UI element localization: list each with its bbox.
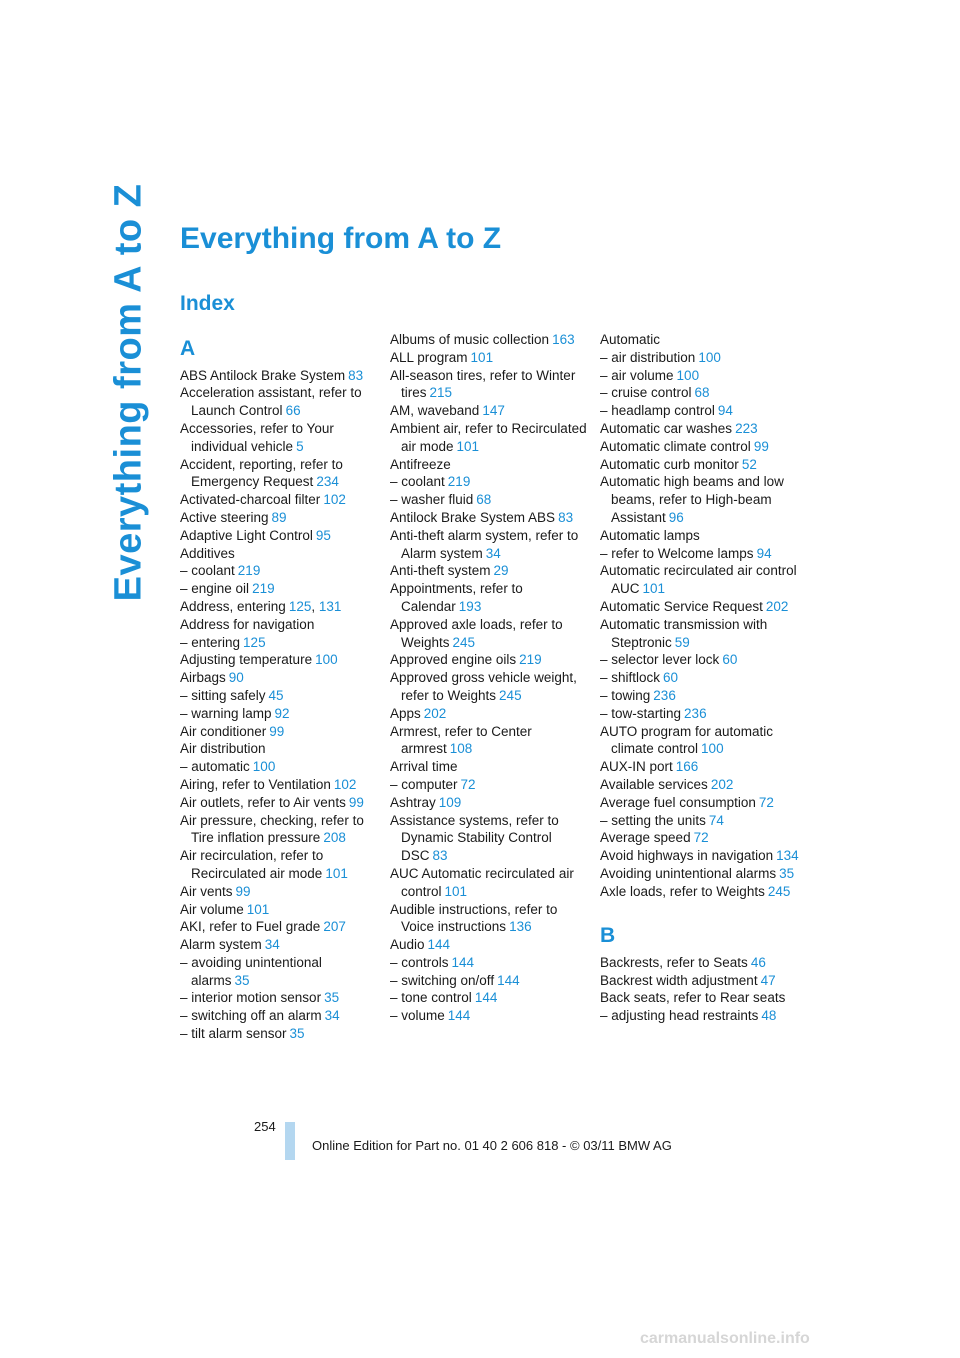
page-reference-link[interactable]: 35 bbox=[234, 972, 250, 988]
index-entry bbox=[600, 456, 800, 474]
index-entry bbox=[600, 989, 800, 1007]
page-reference-link[interactable]: 144 bbox=[447, 1008, 471, 1024]
index-entry-text: – tone control bbox=[390, 990, 472, 1006]
index-entry-text: Audio bbox=[390, 937, 425, 953]
index-entry bbox=[600, 776, 800, 794]
page-reference-link[interactable]: 96 bbox=[668, 509, 684, 525]
index-entry: Address, entering 125, 131 bbox=[180, 598, 342, 614]
footer-accent-bar bbox=[285, 1122, 295, 1160]
index-entry-text: Additives bbox=[180, 545, 235, 561]
index-entry-text: Antifreeze bbox=[390, 456, 451, 472]
index-entry-text: Acceleration assistant, refer to Launch Control bbox=[180, 385, 362, 419]
index-entry bbox=[600, 669, 800, 687]
page-title: Everything from A to Z bbox=[180, 222, 502, 255]
index-entry-text: – refer to Welcome lamps bbox=[600, 545, 754, 561]
page-reference-link[interactable]: 144 bbox=[474, 990, 498, 1006]
index-entry bbox=[390, 954, 590, 972]
index-entry-text: Audible instructions, refer to Voice instructions bbox=[390, 901, 558, 935]
index-entry-text: Adjusting temperature bbox=[180, 652, 313, 668]
index-entry bbox=[180, 491, 380, 509]
index-entry bbox=[390, 491, 590, 509]
index-entry-text: Anti-theft system bbox=[390, 563, 491, 579]
index-entry bbox=[180, 687, 380, 705]
index-entry bbox=[180, 883, 380, 901]
index-entry bbox=[180, 367, 380, 385]
index-entry-text: – shiftlock bbox=[600, 670, 661, 686]
index-entry-text: Armrest, refer to Center armrest bbox=[390, 723, 532, 757]
page-reference-link[interactable]: 29 bbox=[493, 563, 509, 579]
index-entry bbox=[600, 972, 800, 990]
index-entry-text: AM, waveband bbox=[390, 403, 480, 419]
index-entry bbox=[390, 936, 590, 954]
page-reference-link[interactable]: 234 bbox=[316, 474, 339, 490]
page-reference-link[interactable]: 35 bbox=[324, 990, 340, 1006]
page-reference-link[interactable]: 74 bbox=[708, 812, 724, 828]
page-reference-link[interactable]: 101 bbox=[642, 581, 666, 597]
index-entry bbox=[390, 794, 590, 812]
index-entry bbox=[180, 1025, 380, 1043]
index-entry bbox=[390, 776, 590, 794]
index-entry-text: – switching on/off bbox=[390, 972, 495, 988]
index-entry bbox=[180, 527, 380, 545]
page-reference-link[interactable]: 208 bbox=[323, 830, 346, 846]
index-column-1 bbox=[180, 331, 380, 1043]
page-reference-link[interactable]: 125 bbox=[288, 598, 312, 614]
index-entry bbox=[600, 865, 800, 883]
index-entry-text: – towing bbox=[600, 687, 651, 703]
index-entry-text: Ashtray bbox=[390, 794, 436, 810]
page-reference-link[interactable]: 66 bbox=[285, 403, 301, 419]
page-reference-link[interactable]: 245 bbox=[499, 687, 522, 703]
index-entry-text: – air distribution bbox=[600, 349, 696, 365]
index-entry-text: Anti-theft alarm system, refer to Alarm system bbox=[390, 527, 579, 561]
index-entry-text: Backrest width adjustment bbox=[600, 972, 758, 988]
index-entry-text: Ambient air, refer to Recirculated air mode bbox=[390, 420, 587, 454]
page-reference-link[interactable]: 207 bbox=[323, 919, 346, 935]
index-entry-text: Automatic bbox=[600, 332, 661, 347]
page-reference-link[interactable]: 100 bbox=[701, 741, 724, 757]
index-entry bbox=[600, 1007, 800, 1025]
index-entry bbox=[180, 705, 380, 723]
index-entry bbox=[390, 865, 590, 901]
index-entry bbox=[600, 527, 800, 545]
index-entry bbox=[600, 402, 800, 420]
side-tab-title-text: Everything from A to Z bbox=[107, 183, 150, 601]
index-entry-text: Air outlets, refer to Air vents bbox=[180, 794, 346, 810]
index-entry bbox=[390, 331, 590, 349]
index-entry bbox=[600, 420, 800, 438]
index-entry bbox=[180, 669, 380, 687]
index-entry-text: – tow-starting bbox=[600, 705, 682, 721]
index-entry-text: Accessories, refer to Your individual vehicle bbox=[180, 420, 334, 454]
index-entry-text: – setting the units bbox=[600, 812, 706, 828]
index-entry bbox=[390, 473, 590, 491]
index-entry bbox=[600, 812, 800, 830]
index-entry-text: Automatic curb monitor bbox=[600, 456, 739, 472]
index-entry-text: Average speed bbox=[600, 830, 691, 846]
index-entry bbox=[180, 1007, 380, 1025]
page-reference-link[interactable]: 100 bbox=[315, 652, 338, 668]
page-reference-link[interactable]: 99 bbox=[235, 883, 251, 899]
page-reference-link[interactable]: 35 bbox=[779, 865, 795, 881]
index-entry-text: Automatic car washes bbox=[600, 420, 733, 436]
index-entry-text: ABS Antilock Brake System bbox=[180, 367, 346, 383]
footer-edition-note: Online Edition for Part no. 01 40 2 606 818 - © 03/11 BMW AG bbox=[312, 1138, 672, 1153]
index-entry-text: – air volume bbox=[600, 367, 674, 383]
index-entry-text: Axle loads, refer to Weights bbox=[600, 883, 765, 899]
index-entry bbox=[390, 651, 590, 669]
index-entry-text: – switching off an alarm bbox=[180, 1008, 322, 1024]
index-entry bbox=[390, 420, 590, 456]
index-entry-text: Automatic climate control bbox=[600, 438, 751, 454]
page-reference-link[interactable]: 102 bbox=[323, 492, 346, 508]
index-entry-text: – engine oil bbox=[180, 581, 250, 597]
index-entry bbox=[180, 989, 380, 1007]
page-reference-link[interactable]: 125 bbox=[243, 634, 266, 650]
index-entry bbox=[600, 349, 800, 367]
index-entry bbox=[180, 794, 380, 812]
index-entry-text: ALL program bbox=[390, 349, 468, 365]
index-entry-text: Back seats, refer to Rear seats bbox=[600, 990, 786, 1006]
index-entry bbox=[600, 847, 800, 865]
index-entry-text: Air distribution bbox=[180, 741, 266, 757]
index-entry-text: – controls bbox=[390, 954, 449, 970]
page-reference-link[interactable]: 219 bbox=[519, 652, 542, 668]
page-reference-link[interactable]: 202 bbox=[765, 598, 789, 614]
page-reference-link[interactable]: 5 bbox=[296, 438, 304, 454]
index-entry bbox=[390, 562, 590, 580]
page-reference-link[interactable]: 100 bbox=[676, 367, 700, 383]
index-entry bbox=[390, 349, 590, 367]
index-entry-text: Approved engine oils bbox=[390, 652, 517, 668]
page-reference-link[interactable]: 94 bbox=[756, 545, 772, 561]
page-reference-link[interactable]: 34 bbox=[485, 545, 501, 561]
index-entry-text: Air conditioner bbox=[180, 723, 267, 739]
page-reference-link[interactable]: 101 bbox=[325, 865, 348, 881]
index-entry bbox=[600, 384, 800, 402]
index-entry-text: Automatic lamps bbox=[600, 527, 700, 543]
page-reference-link[interactable]: 215 bbox=[429, 385, 453, 401]
page-reference-link[interactable]: 202 bbox=[710, 776, 734, 792]
index-entry-text: Appointments, refer to Calendar bbox=[390, 581, 523, 614]
index-entry-text: – coolant bbox=[390, 474, 445, 490]
index-entry-text: Automatic Service Request bbox=[600, 598, 763, 614]
index-entry bbox=[600, 758, 800, 776]
page-reference-link[interactable]: 102 bbox=[333, 776, 357, 792]
index-entry-text: – entering bbox=[180, 634, 241, 650]
page-reference-link[interactable]: 245 bbox=[767, 883, 791, 899]
page-reference-link[interactable]: 83 bbox=[348, 367, 364, 383]
index-entry bbox=[180, 723, 380, 741]
index-entry-text: – warning lamp bbox=[180, 705, 272, 721]
index-entry-text: Apps bbox=[390, 705, 421, 721]
index-entry bbox=[180, 420, 380, 456]
index-entry bbox=[390, 812, 590, 865]
index-entry-text: Adaptive Light Control bbox=[180, 527, 313, 543]
index-entry-text: Air volume bbox=[180, 901, 244, 917]
index-entry-text: Arrival time bbox=[390, 759, 458, 775]
index-entry bbox=[180, 776, 380, 794]
index-entry-text: Approved gross vehicle weight, refer to Weights bbox=[390, 670, 577, 703]
index-entry-text: Airing, refer to Ventilation bbox=[180, 776, 331, 792]
index-entry bbox=[390, 723, 590, 759]
index-entry bbox=[390, 758, 590, 776]
index-entry-text: Backrests, refer to Seats bbox=[600, 954, 748, 970]
index-entry-text: Air vents bbox=[180, 883, 233, 899]
index-entry-text: – washer fluid bbox=[390, 492, 474, 508]
index-entry-text: – interior motion sensor bbox=[180, 990, 322, 1006]
index-entry bbox=[390, 972, 590, 990]
index-entry bbox=[390, 456, 590, 474]
page-reference-link[interactable]: 236 bbox=[684, 705, 707, 721]
index-entry bbox=[180, 562, 380, 580]
index-entry bbox=[600, 883, 800, 901]
page-number: 254 bbox=[254, 1119, 276, 1134]
page-reference-link[interactable]: 46 bbox=[750, 954, 766, 970]
index-entry-text: Avoid highways in navigation bbox=[600, 848, 774, 864]
index-entry-text: – automatic bbox=[180, 759, 250, 775]
page-reference-link[interactable]: 60 bbox=[663, 670, 679, 686]
page-reference-link[interactable]: 236 bbox=[653, 687, 676, 703]
index-entry-text: Air recirculation, refer to Recirculated air mode bbox=[180, 848, 324, 881]
index-entry-text: Automatic transmission with Steptronic bbox=[600, 616, 768, 650]
index-entry bbox=[180, 936, 380, 954]
index-entry-text: Address, entering bbox=[180, 598, 286, 614]
page-reference-link[interactable]: 193 bbox=[458, 598, 482, 614]
page-reference-link[interactable]: 101 bbox=[470, 349, 494, 365]
index-entry-text: – tilt alarm sensor bbox=[180, 1026, 287, 1042]
index-entry bbox=[180, 580, 380, 598]
page-reference-link[interactable]: 219 bbox=[252, 581, 275, 597]
index-entry bbox=[600, 954, 800, 972]
index-entry-text: Airbags bbox=[180, 670, 226, 686]
index-entry bbox=[600, 651, 800, 669]
page-reference-link[interactable]: 35 bbox=[289, 1026, 305, 1042]
page-reference-link[interactable]: 163 bbox=[552, 332, 575, 347]
index-entry-text: Assistance systems, refer to Dynamic Stability Control DSC bbox=[390, 812, 559, 864]
page-reference-link[interactable]: 89 bbox=[271, 509, 287, 525]
page-reference-link[interactable]: 101 bbox=[246, 901, 270, 917]
index-entry-text: – headlamp control bbox=[600, 403, 715, 419]
page-reference-link[interactable]: 83 bbox=[432, 848, 448, 864]
page-reference-link[interactable]: 144 bbox=[451, 954, 475, 970]
index-entry bbox=[390, 669, 590, 705]
index-entry bbox=[180, 740, 380, 758]
page-reference-link[interactable]: 99 bbox=[753, 438, 769, 454]
page-reference-link[interactable]: 94 bbox=[717, 403, 733, 419]
page-reference-link[interactable]: 47 bbox=[760, 972, 776, 988]
page-reference-link[interactable]: 72 bbox=[460, 776, 476, 792]
page-reference-link[interactable]: 99 bbox=[348, 794, 364, 810]
page-reference-link[interactable]: 109 bbox=[438, 794, 462, 810]
page-reference-link[interactable]: 92 bbox=[274, 705, 290, 721]
index-entry-text: All-season tires, refer to Winter tires bbox=[390, 367, 576, 401]
page-reference-link[interactable]: 101 bbox=[444, 883, 468, 899]
index-entry-text: Accident, reporting, refer to Emergency Request bbox=[180, 456, 343, 490]
page-reference-link[interactable]: 202 bbox=[423, 705, 447, 721]
index-entry-text: AUC Automatic recirculated air control bbox=[390, 865, 574, 899]
index-entry bbox=[600, 562, 800, 598]
index-entry bbox=[600, 473, 800, 526]
page-reference-link[interactable]: 166 bbox=[675, 759, 699, 775]
index-entry-text: AKI, refer to Fuel grade bbox=[180, 919, 321, 935]
index-entry-text: Approved axle loads, refer to Weights bbox=[390, 616, 563, 650]
index-entry-text: AUTO program for automatic climate control bbox=[600, 723, 774, 757]
index-entry-text: Average fuel consumption bbox=[600, 794, 756, 810]
index-entry-text: – computer bbox=[390, 776, 458, 792]
index-entry-text: Avoiding unintentional alarms bbox=[600, 865, 777, 881]
index-entry-text: – sitting safely bbox=[180, 687, 266, 703]
index-letter-heading: A bbox=[180, 337, 196, 360]
page-reference-link[interactable]: 72 bbox=[693, 830, 709, 846]
letter-gap bbox=[600, 901, 800, 919]
index-entry bbox=[180, 456, 380, 492]
index-entry-text: – avoiding unintentional alarms bbox=[180, 954, 322, 988]
index-entry bbox=[180, 616, 380, 634]
page-reference-link[interactable]: 144 bbox=[497, 972, 520, 988]
index-entry bbox=[180, 812, 380, 848]
page-reference-link[interactable]: 90 bbox=[228, 670, 244, 686]
index-entry-text: Active steering bbox=[180, 509, 269, 525]
page-reference-link[interactable]: 99 bbox=[269, 723, 285, 739]
index-entry bbox=[180, 651, 380, 669]
page-reference-link[interactable]: 68 bbox=[694, 385, 710, 401]
index-entry-text: Automatic high beams and low beams, refer to High-beam Assistant bbox=[600, 474, 784, 525]
page-reference-link[interactable]: 60 bbox=[722, 652, 738, 668]
index-entry-text: AUX-IN port bbox=[600, 759, 673, 775]
page-reference-link[interactable]: 136 bbox=[509, 919, 532, 935]
watermark: carmanualsonline.info bbox=[640, 1330, 810, 1347]
index-entry bbox=[390, 705, 590, 723]
index-entry bbox=[600, 705, 800, 723]
page-reference-link[interactable]: 100 bbox=[252, 759, 276, 775]
index-entry bbox=[390, 509, 590, 527]
index-entry bbox=[600, 331, 800, 349]
index-entry-text: – volume bbox=[390, 1008, 445, 1024]
page-reference-link[interactable]: 34 bbox=[324, 1008, 340, 1024]
page-reference-link[interactable]: 83 bbox=[558, 509, 574, 525]
index-entry-text: – adjusting head restraints bbox=[600, 1008, 759, 1024]
index-entry bbox=[600, 723, 800, 759]
page-reference-link[interactable]: 134 bbox=[776, 848, 799, 864]
page-reference-link[interactable]: 219 bbox=[447, 474, 471, 490]
index-entry bbox=[390, 580, 590, 616]
index-entry-text: Alarm system bbox=[180, 937, 262, 953]
page-reference-link[interactable]: 223 bbox=[735, 420, 758, 436]
index-column-3 bbox=[600, 331, 800, 1025]
index-entry bbox=[180, 509, 380, 527]
page-reference-link[interactable]: 52 bbox=[741, 456, 757, 472]
index-entry bbox=[390, 989, 590, 1007]
page-reference-link[interactable]: 59 bbox=[674, 634, 690, 650]
page-reference-link[interactable]: 144 bbox=[427, 937, 451, 953]
index-entry bbox=[600, 829, 800, 847]
index-entry-text: – coolant bbox=[180, 563, 235, 579]
index-entry bbox=[390, 1007, 590, 1025]
page-reference-link[interactable]: 219 bbox=[237, 563, 261, 579]
page-reference-link[interactable]: 245 bbox=[452, 634, 476, 650]
index-entry bbox=[390, 402, 590, 420]
side-tab-title bbox=[107, 183, 150, 601]
index-entry bbox=[600, 794, 800, 812]
page-reference-link[interactable]: 147 bbox=[482, 403, 505, 419]
index-entry bbox=[390, 901, 590, 937]
index-entry bbox=[600, 545, 800, 563]
index-entry-text: Antilock Brake System ABS bbox=[390, 509, 556, 525]
index-entry-text: – cruise control bbox=[600, 385, 692, 401]
index-entry-text: – selector lever lock bbox=[600, 652, 720, 668]
index-entry bbox=[600, 367, 800, 385]
page-reference-link[interactable]: 100 bbox=[698, 349, 721, 365]
index-entry-text: Automatic recirculated air control AUC bbox=[600, 563, 797, 597]
index-entry bbox=[600, 687, 800, 705]
index-entry bbox=[180, 384, 380, 420]
index-entry bbox=[180, 634, 380, 652]
index-entry bbox=[390, 527, 590, 563]
index-entry bbox=[180, 847, 380, 883]
page-reference-link[interactable]: 131 bbox=[318, 598, 342, 614]
page-reference-link[interactable]: 101 bbox=[456, 438, 480, 454]
page-reference-link[interactable]: 48 bbox=[761, 1008, 777, 1024]
index-entry-text: Address for navigation bbox=[180, 616, 315, 632]
index-entry-text: Air pressure, checking, refer to Tire inflation pressure bbox=[180, 812, 364, 846]
index-entry bbox=[600, 598, 800, 616]
page-reference-link[interactable]: 45 bbox=[268, 687, 284, 703]
index-entry-text: Available services bbox=[600, 776, 708, 792]
page-reference-link[interactable]: 95 bbox=[315, 527, 331, 543]
index-entry-text: Albums of music collection bbox=[390, 332, 550, 347]
index-entry bbox=[180, 918, 380, 936]
index-entry bbox=[600, 438, 800, 456]
index-column-2 bbox=[390, 331, 590, 1025]
page-reference-link[interactable]: 34 bbox=[264, 937, 280, 953]
index-entry bbox=[180, 758, 380, 776]
index-entry bbox=[390, 616, 590, 652]
index-entry-text: Activated-charcoal filter bbox=[180, 492, 321, 508]
index-entry bbox=[180, 545, 380, 563]
index-entry bbox=[180, 901, 380, 919]
index-entry bbox=[390, 367, 590, 403]
section-title: Index bbox=[180, 292, 235, 315]
page-reference-link[interactable]: 68 bbox=[476, 492, 492, 508]
index-letter-heading: B bbox=[600, 924, 616, 948]
index-entry bbox=[180, 954, 380, 990]
page-reference-link[interactable]: 72 bbox=[758, 794, 774, 810]
page-reference-link[interactable]: 108 bbox=[449, 741, 473, 757]
index-entry bbox=[600, 616, 800, 652]
